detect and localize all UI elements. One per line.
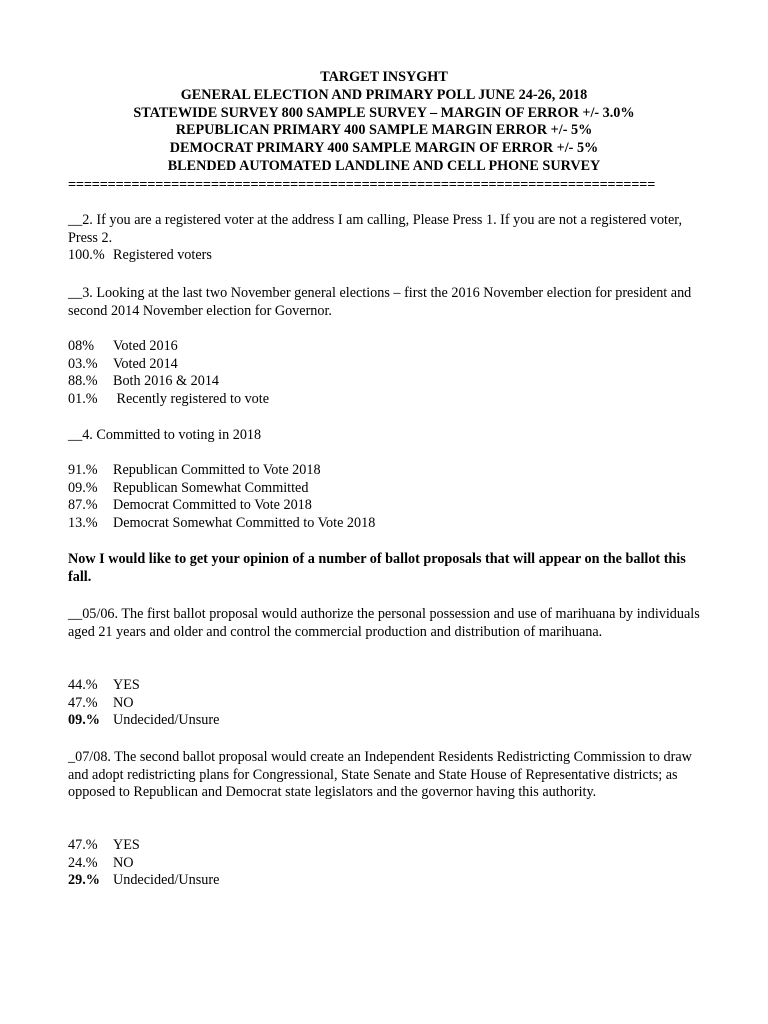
result-percent: 13.% [68,514,98,531]
result-row [68,462,708,480]
result-label: Both 2016 & 2014 [113,373,220,390]
result-label: Republican Somewhat Committed [113,479,309,496]
question-5 [68,606,708,641]
result-row [68,515,708,533]
header-method: BLENDED AUTOMATED LANDLINE AND CELL PHONE SURVEY [167,157,601,174]
result-label: Voted 2014 [113,355,178,372]
result-label: NO [113,854,134,871]
result-row [68,677,708,695]
result-row [68,480,708,498]
result-percent: 29.% [68,872,100,889]
result-percent: 100.% [68,247,105,264]
result-label: YES [113,837,140,853]
question-7 [68,749,708,802]
result-row [68,373,708,391]
result-percent: 47.% [68,837,98,853]
result-percent: 91.% [68,462,98,478]
result-percent: 09.% [68,712,100,729]
ballot-intro-text: Now I would like to get your opinion of a number of ballot proposals that will appear on the ballot this fall. [68,551,686,585]
result-label: Undecided/Unsure [113,712,220,729]
result-label: Registered voters [113,247,212,264]
ballot-intro [68,551,708,586]
result-label: Undecided/Unsure [113,872,220,889]
question-4 [68,427,708,445]
header-poll-dates: GENERAL ELECTION AND PRIMARY POLL JUNE 24-26, 2018 [180,86,588,103]
question-4-text: __4. Committed to voting in 2018 [68,427,262,443]
result-percent: 09.% [68,479,98,496]
question-5-results [68,677,708,730]
divider-rule: ========================================================================== [68,177,656,193]
result-row [68,695,708,713]
question-3-text: __3. Looking at the last two November general elections – first the 2016 November election for president and second 2014 November election for Governor. [68,285,692,319]
question-3 [68,285,708,320]
question-2-text: __2. If you are a registered voter at the address I am calling, Please Press 1. If you are not a registered voter, Press 2. [68,212,682,246]
result-row [68,872,708,890]
result-row [68,712,708,730]
result-label: Democrat Committed to Vote 2018 [113,497,312,514]
result-label: Democrat Somewhat Committed to Vote 2018 [113,514,376,531]
document-header [0,69,768,176]
result-row [68,497,708,515]
question-7-results [68,837,708,890]
result-percent: 01.% [68,390,98,407]
result-row [68,855,708,873]
result-percent: 44.% [68,677,98,693]
result-row [68,247,708,265]
result-label: YES [113,677,140,693]
result-percent: 87.% [68,497,98,514]
question-3-results [68,338,708,408]
question-5-text: __05/06. The first ballot proposal would authorize the personal possession and use of marihuana by individuals aged 21 years and older and control the commercial production and distribution of marihuana. [68,606,700,640]
question-7-text: _07/08. The second ballot proposal would create an Independent Residents Redistricting Commission to draw and adopt redistricting plans for Congressional, State Senate and State House of Representative districts; as opposed to Republican and Democrat state legislators and the governor having this authority. [68,749,692,801]
result-row [68,837,708,855]
header-title: TARGET INSYGHT [320,69,448,85]
header-democrat-sample: DEMOCRAT PRIMARY 400 SAMPLE MARGIN OF ERROR +/- 5% [169,140,599,157]
result-label: NO [113,694,134,711]
result-row [68,391,708,409]
result-percent: 24.% [68,854,98,871]
result-label: Republican Committed to Vote 2018 [113,462,321,478]
result-percent: 88.% [68,373,98,390]
question-4-results [68,462,708,532]
result-percent: 03.% [68,355,98,372]
result-row [68,356,708,374]
result-label: Recently registered to vote [113,390,270,407]
header-statewide-sample: STATEWIDE SURVEY 800 SAMPLE SURVEY – MARGIN OF ERROR +/- 3.0% [133,104,635,121]
header-republican-sample: REPUBLICAN PRIMARY 400 SAMPLE MARGIN ERROR +/- 5% [175,122,593,139]
question-2 [68,212,708,265]
result-percent: 47.% [68,694,98,711]
result-label: Voted 2016 [113,338,178,354]
result-row [68,338,708,356]
result-percent: 08% [68,338,95,354]
